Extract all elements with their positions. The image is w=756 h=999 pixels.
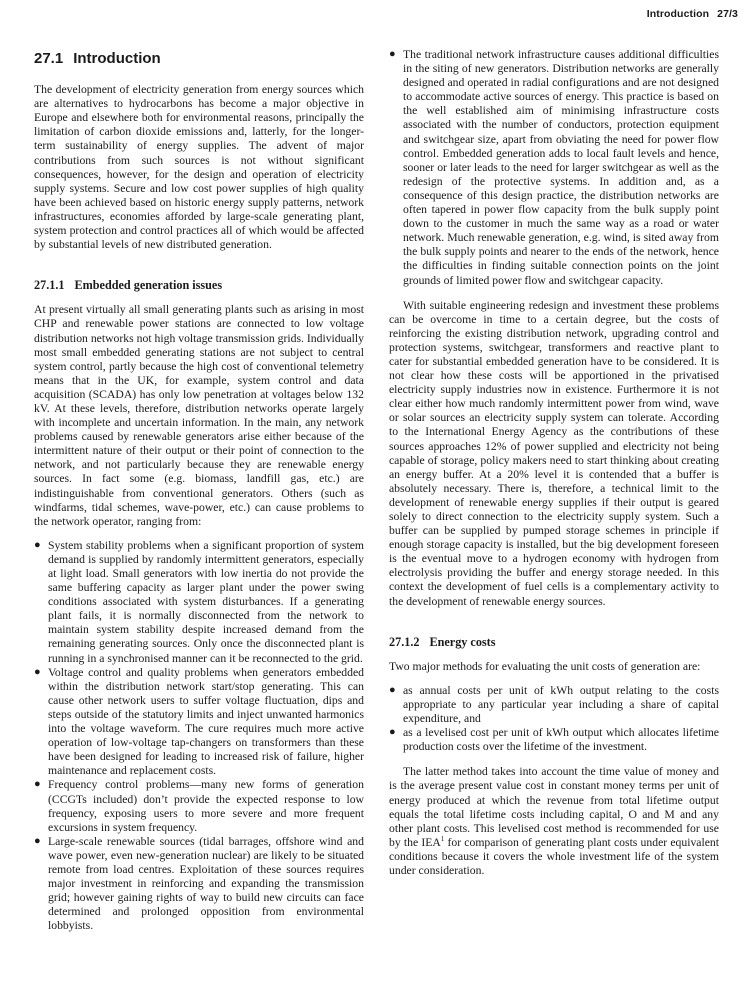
subsection-number-2: 27.1.2 [389, 634, 420, 649]
list-item: ● as a levelised cost per unit of kWh output which allocates lifetime production costs over the lifetime of the investment. [389, 726, 719, 754]
section-heading [34, 52, 364, 66]
list-item: ● System stability problems when a significant proportion of system demand is supplied by randomly intermittent generators, especially at light load. Small generators with low inertia do not provide the same buffering capacity as larger plant under the power swing conditions associated with system disturbances. If a generating plant fails, it is normally disconnected from the network to maintain system stability despite increased demand from the remaining generating sources. Only once the disconnected plant is running in a synchronised manner can it be reconnected to the grid. [34, 538, 364, 665]
left-column [34, 52, 364, 933]
cost-methods-list [389, 684, 719, 754]
subsection-heading-1 [34, 278, 364, 292]
subsection-title-1: Embedded generation issues [74, 278, 223, 293]
page-number: 27/3 [717, 8, 738, 20]
right-column [389, 48, 719, 878]
running-header-title: Introduction [646, 8, 710, 20]
bullet-icon: ● [389, 726, 396, 739]
footnote-reference: 1 [440, 834, 445, 843]
subsection-number-1: 27.1.1 [34, 278, 65, 293]
energy-costs-intro: Two major methods for evaluating the unit costs of generation are: [389, 659, 701, 673]
list-item: ● as annual costs per unit of kWh output relating to the costs appropriate to any particular year including a share of capital expenditure, and [389, 683, 719, 726]
running-header [647, 8, 738, 20]
section-number: 27.1 [34, 50, 64, 67]
list-item: ● Frequency control problems—many new forms of generation (CCGTs included) don’t provide the expected response to low frequency, exposing users to more severe and more frequent excursions in system frequency. [34, 778, 364, 834]
bullet-icon: ● [34, 778, 41, 791]
bullet-icon: ● [389, 683, 396, 696]
bullet-icon: ● [389, 48, 396, 60]
bullet-icon: ● [34, 538, 41, 551]
engineering-redesign-paragraph: With suitable engineering redesign and investment these problems can be overcome in time to a certain degree, but the costs of reinforcing the existing distribution network, upgrading control and protection systems, switchgear, transformers and reactive plant to cater for substantial embedded generation have to be considered. It is not clear how these costs will be apportioned in the privatised electricity supply industries now in existence. Furthermore it is not clear either how much randomly intermittent power from wind, wave or solar sources an electricity supply system can tolerate. According to the International Energy Agency as the contributions of these sources approaches 12% of power supplied and electricity not being capable of storage, policy makers need to start thinking about creating an energy buffer. At a 20% level it is contended that a buffer is absolutely necessary. There is, therefore, a technical limit to the development of renewable energy supplies if their output is geared solely to direct connection to the electricity supply system. Such a buffer can be supplied by pumped storage schemes in principle if enough storage capacity is installed, but the big development foreseen is the eventual move to a hydrogen economy with hydrogen from electrolysis providing the buffer and energy storage needed. In this context the development of fuel cells is a complementary activity to the development of renewable energy sources. [389, 298, 719, 608]
section-title: Introduction [73, 50, 161, 67]
list-item: ● The traditional network infrastructure causes additional difficulties in the siting of new generators. Distribution networks are generally designed and operated in radial configurations and are not designed to accommodate active sources of energy. This practice is based on the well established aim of minimising infrastructure costs associated with the number of conductors, protection equipment and switchgear size, apart from obviating the need for power flow control. Embedded generation adds to local fault levels and hence, sooner or later leads to the need for larger switchgear as well as the redesign of the protective systems. In addition and, as a consequence of this design practice, the distribution networks are often tapered in power flow capacity from the bulk supply point down to the customer in much the same way as a road or water network. Much renewable generation, e.g. wind, is sited away from the bulk supply points and nearer to the ends of the network, hence the difficulties in finding suitable connection points on the joint grounds of limited power flow and switchgear capacity. [389, 48, 719, 287]
bullet-icon: ● [34, 834, 41, 847]
subsection-heading-2 [389, 635, 719, 649]
intro-paragraph: The development of electricity generation from energy sources which are alternatives to hydrocarbons has become a major objective in Europe and elsewhere both for environmental reasons, principally the limitation of carbon dioxide emissions and, latterly, for the longer-term sustainability of energy supplies. The advent of major contributions from such sources is not without significant consequences, however, for the design and operation of electricity supply systems. Secure and low cost power supplies of high quality have been achieved based on historic energy supply patterns, network infrastructures, economies afforded by large-scale generating plant, system protection and control practices all of which would be affected by substantial levels of new distributed generation. [34, 83, 364, 252]
list-item: ● Voltage control and quality problems when generators embedded within the distribution network start/stop generating. This can cause other network users to suffer voltage fluctuation, dips and steps outside of the statutory limits and inject unwanted harmonics into the voltage waveform. The cure requires much more active operation of low-voltage tap-changers on transformers than these have been designed for leading to increased risk of failure, higher maintenance and replacement costs. [34, 665, 364, 778]
bullet-icon: ● [34, 665, 41, 678]
embedded-generation-paragraph: At present virtually all small generating plants such as arising in most CHP and renewable power stations are connected to low voltage distribution networks not high voltage transmission grids. Individually most small embedded generating stations are not subject to central system control, partly because the high cost of conventional telemetry means that in the UK, for example, system control and data acquisition (SCADA) has only low penetration at voltages below 132 kV. At these levels, therefore, distribution networks operate largely with incomplete and uncertain information. In the main, any network problems caused by renewable generators arise either because of the intermittent nature of their output or their point of connection to the network, and not particularly because they are renewable energy sources. In fact some (e.g. biomass, landfill gas, etc.) are indistinguishable from conventional generators. Others (such as windfarms, tidal schemes, wave-power, etc.) can cause problems to the network operator, ranging from: [34, 303, 364, 528]
list-item: ● Large-scale renewable sources (tidal barrages, offshore wind and wave power, even new-generation nuclear) are likely to be situated remote from load centres. Exploitation of these sources requires major investment in reinforcing and expanding the transmission grid; however gaining rights of way to build new circuits can face determined and prolonged opposition from environmental lobbyists. [34, 834, 364, 933]
levelised-cost-paragraph: The latter method takes into account the time value of money and is the average present value cost in constant money terms per unit of energy produced at which the revenue from total lifetime output equals the total lifetime costs including capital, O and M and any other plant costs. This levelised cost method is recommended for use by the IEA$^1$ for comparison of generating plant costs under equivalent conditions because it covers the whole investment life of the system under consideration. [389, 765, 720, 877]
problems-list [34, 539, 364, 934]
subsection-title-2: Energy costs [429, 634, 496, 649]
problems-list-continued [389, 48, 719, 288]
